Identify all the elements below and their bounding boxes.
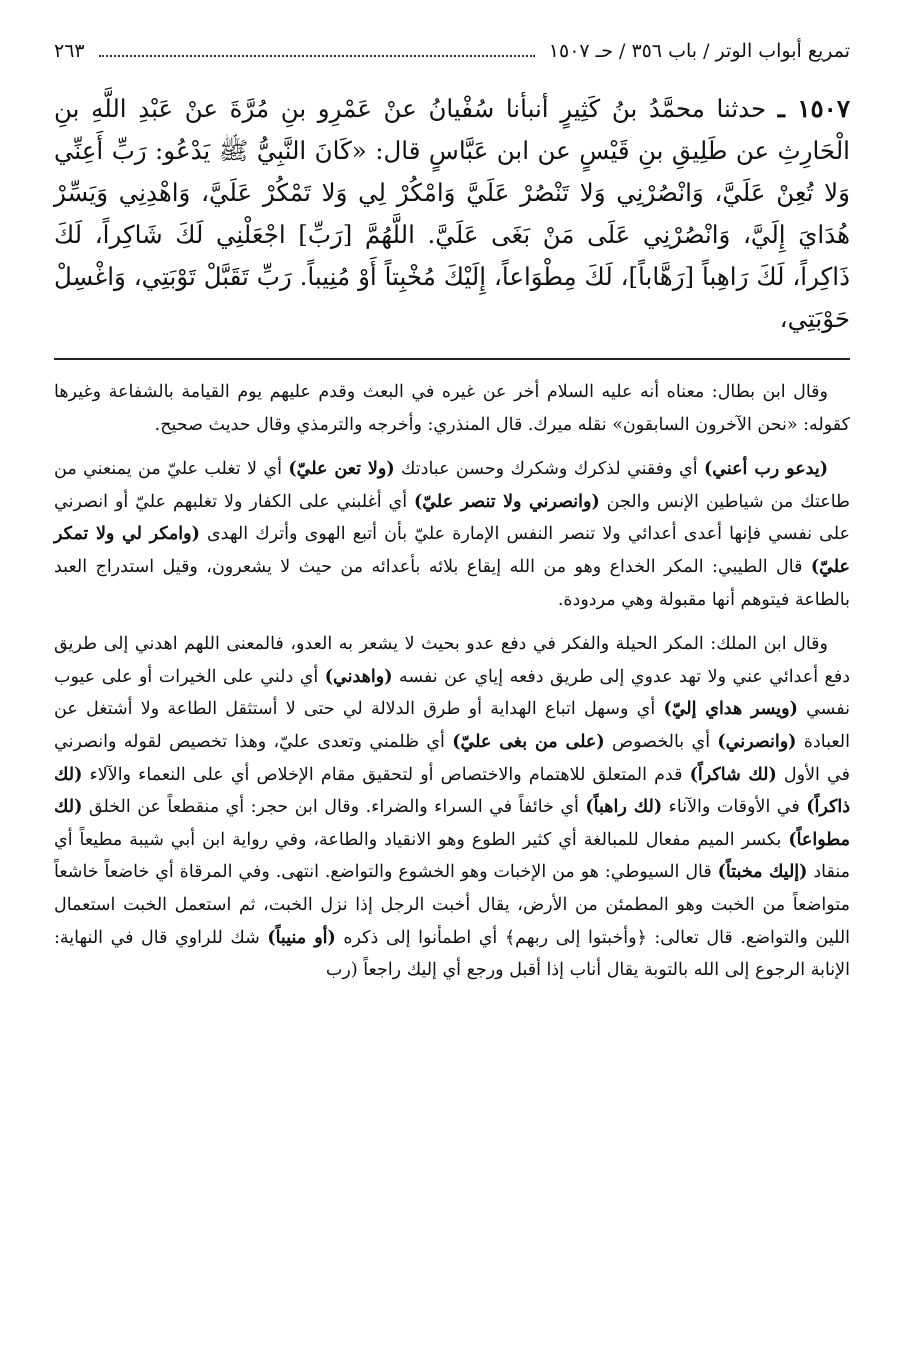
hadith-text: حدثنا محمَّدُ بنُ كَثِيرٍ أنبأنا سُفْيانُ عنْ عَمْرِو بنِ مُرَّةَ عنْ عَبْدِ اللَّهِ بنِ الْحَارِثِ عن طَلِيقِ بنِ قَيْسٍ عن ابن عَبَّاسٍ قال: «كَانَ النَّبِيُّ ﷺ يَدْعُو: رَبِّ أَعِنِّي وَلا تُعِنْ عَلَيَّ، وَانْصُرْنِي وَلا تَنْصُرْ عَلَيَّ وَامْكُرْ لِي وَلا تَمْكُرْ عَلَيَّ، وَاهْدِنِي وَيَسِّرْ هُدَايَ إِلَيَّ، وَانْصُرْنِي عَلَى مَنْ بَغَى عَلَيَّ. اللَّهُمَّ [رَبِّ] اجْعَلْنِي لَكَ شَاكِراً، لَكَ ذَاكِراً، لَكَ رَاهِباً [رَهَّاباً]، لَكَ مِطْوَاعاً، إِلَيْكَ مُخْبِتاً أَوْ مُنِيباً. رَبِّ تَقَبَّلْ تَوْبَتِي، وَاغْسِلْ حَوْبَتِي، — [54, 94, 850, 333]
bold-phrase: (وامكر لي ولا تمكر عليّ) — [54, 524, 850, 577]
text-run: قال السيوطي: هو من الإخبات وهو الخشوع والتواضع. انتهى. وفي المرقاة أي خاضعاً خاشعاً متواضعاً من الخبت وهو المطمئن من الأرض، يقال أخبت الرجل إذا نزل الخبت، ثم استعمل الخبت استعمال اللين والتواضع. قال تعالى: ﴿وأخبتوا إلى ربهم﴾ أي اطمأنوا إلى ذكره — [54, 862, 851, 948]
bold-phrase: (لك مطواعاً) — [54, 797, 850, 850]
page-number: ٢٦٣ — [54, 40, 85, 62]
bold-phrase: (ويسر هداي إليّ) — [663, 699, 798, 720]
running-title: تمريع أبواب الوتر / باب ٣٥٦ / حـ ١٥٠٧ — [548, 40, 850, 62]
hadith-text-block — [54, 88, 850, 340]
bold-phrase: (على من بغى عليّ) — [452, 731, 605, 752]
commentary-paragraph-3 — [54, 628, 850, 987]
text-run: وقال ابن الملك: المكر الحيلة والفكر في دفع عدو بحيث لا يشعر به العدو، فالمعنى اللهم اهدني إلى طريق دفع أعدائي عني ولا تهد عدوي إلى طريق دفعه إياي عن نفسه — [54, 634, 851, 687]
bold-phrase: (أو منيباً) — [267, 927, 336, 948]
bold-phrase: (وانصرني) — [717, 731, 797, 752]
separator-rule — [54, 358, 850, 360]
text-run: أي وسهل اتباع الهداية أو طرق الدلالة لي حتى لا أستثقل الطاعة ولا أشتغل عن العبادة — [54, 699, 850, 752]
text-run: أي ظلمني وتعدى عليّ، وهذا تخصيص لقوله وانصرني في الأول — [54, 731, 850, 785]
text-run: بكسر الميم مفعال للمبالغة أي كثير الطوع وهو الانقياد والطاعة، وفي رواية ابن أبي شيبة مطيعاً أي منقاد — [54, 829, 850, 883]
text-run: أي بالخصوص — [604, 731, 718, 752]
bold-phrase: (لك راهباً) — [585, 797, 663, 818]
bold-phrase: (لك ذاكراً) — [54, 764, 851, 818]
text-run: في الأوقات والآناء — [662, 797, 807, 818]
text-run: أي وفقني لذكرك وشكرك وحسن عبادتك — [394, 459, 704, 480]
leader-dots — [99, 55, 535, 57]
hadith-number: ١٥٠٧ ـ — [777, 94, 850, 123]
commentary-paragraph-2 — [54, 453, 850, 616]
bold-phrase: (وانصرني ولا تنصر عليّ) — [414, 491, 600, 512]
text-run: قدم المتعلق للاهتمام والاختصاص أو لتحقيق مقام الإخلاص أي على النعماء والآلاء — [82, 764, 690, 785]
text-run: أي أغلبني على الكفار ولا تغلبهم عليّ أو انصرني على نفسي فإنها أعدى أعدائي ولا تنصر النفس الإمارة عليّ بأن أتبع الهوى وأترك الهدى — [54, 491, 850, 545]
commentary-paragraph-1: وقال ابن بطال: معناه أنه عليه السلام أخر عن غيره في البعث وقدم عليهم يوم القيامة بالشفاعة وغيرها كقوله: «نحن الآخرون السابقون» نقله ميرك. قال المنذري: وأخرجه والترمذي وقال حديث صحيح. — [54, 382, 850, 435]
running-header — [54, 40, 850, 74]
text-run: أي خائفاً في السراء والضراء. وقال ابن حجر: أي منقطعاً عن الخلق — [82, 797, 586, 818]
bold-phrase: (واهدني) — [324, 666, 393, 687]
text-run: أي دلني على الخيرات أو على عيوب نفسي — [54, 666, 851, 720]
bold-phrase: (لك شاكراً) — [689, 764, 777, 785]
commentary — [54, 376, 850, 987]
text-run: أي لا تغلب عليّ من يمنعني من طاعتك من شياطين الإنس والجن — [54, 459, 850, 512]
bold-phrase: (يدعو رب أعني) — [703, 459, 828, 480]
text-run: شك للراوي قال في النهاية: الإنابة الرجوع إلى الله بالتوبة يقال أناب إذا أقبل ورجع أي إليك راجعاً (رب — [54, 927, 850, 981]
bold-phrase: (إليك مخبتاً) — [717, 862, 808, 883]
bold-phrase: (ولا تعن عليّ) — [288, 459, 395, 480]
text-run: قال الطيبي: المكر الخداع وهو من الله إيقاع بلائه بأعدائه من حيث لا يشعرون، وقيل استدراج العبد بالطاعة فيتوهم أنها مقبولة وهي مردودة. — [54, 556, 850, 610]
